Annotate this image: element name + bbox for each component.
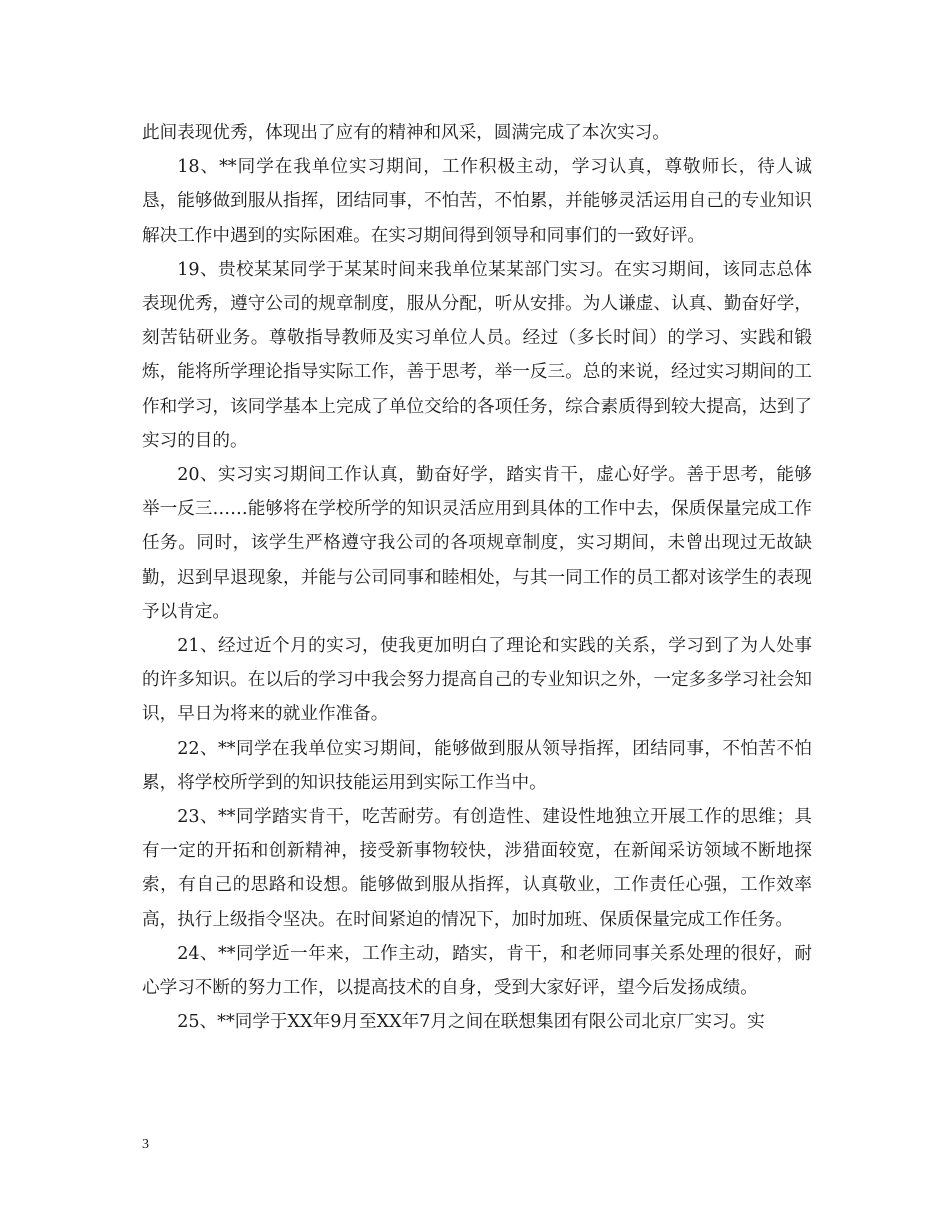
paragraph-25: 25、**同学于XX年9月至XX年7月之间在联想集团有限公司北京厂实习。实 (177, 1012, 765, 1033)
paragraph-24: 24、**同学近一年来，工作主动，踏实，肯干，和老师同事关系处理的很好，耐心学习不断的努力工作，以提高技术的自身，受到大家好评，望今后发扬成绩。 (142, 943, 812, 999)
paragraph-continuation: 此间表现优秀，体现出了应有的精神和风采，圆满完成了本次实习。 (142, 123, 670, 143)
page-number: 3 (142, 1137, 149, 1152)
paragraph-22: 22、**同学在我单位实习期间，能够做到服从领导指挥，团结同事，不怕苦不怕累，将学校所学到的知识技能运用到实际工作当中。 (142, 738, 812, 793)
paragraph-21: 21、经过近个月的实习，使我更加明白了理论和实践的关系，学习到了为人处事的许多知识。在以后的学习中我会努力提高自己的专业知识之外，一定多多学习社会知识，早日为将来的就业作准备。 (142, 636, 812, 725)
paragraph-18: 18、**同学在我单位实习期间，工作积极主动，学习认真，尊敬师长，待人诚恳，能够做到服从指挥，团结同事，不怕苦，不怕累，并能够灵活运用自己的专业知识解决工作中遇到的实际困难。在实习期间得到领导和同事们的一致好评。 (142, 157, 812, 246)
paragraph-23: 23、**同学踏实肯干，吃苦耐劳。有创造性、建设性地独立开展工作的思维；具有一定的开拓和创新精神，接受新事物较快，涉猎面较宽，在新闻采访领域不断地探索，有自己的思路和设想。能够做到服从指挥，认真敬业，工作责任心强，工作效率高，执行上级指令坚决。在时间紧迫的情况下，加时加班、保质保量完成工作任务。 (142, 807, 812, 930)
paragraph-20: 20、实习实习期间工作认真，勤奋好学，踏实肯干，虚心好学。善于思考，能够举一反三……能够将在学校所学的知识灵活应用到具体的工作中去，保质保量完成工作任务。同时，该学生严格遵守我公司的各项规章制度，实习期间，未曾出现过无故缺勤，迟到早退现象，并能与公司同事和睦相处，与其一同工作的员工都对该学生的表现予以肯定。 (142, 465, 812, 622)
paragraph-19: 19、贵校某某同学于某某时间来我单位某某部门实习。在实习期间，该同志总体表现优秀，遵守公司的规章制度，服从分配，听从安排。为人谦虚、认真、勤奋好学，刻苦钻研业务。尊敬指导教师及实习单位人员。经过（多长时间）的学习、实践和锻炼，能将所学理论指导实际工作，善于思考，举一反三。总的来说，经过实习期间的工作和学习，该同学基本上完成了单位交给的各项任务，综合素质得到较大提高，达到了实习的目的。 (142, 259, 812, 451)
document-body (142, 116, 812, 1039)
